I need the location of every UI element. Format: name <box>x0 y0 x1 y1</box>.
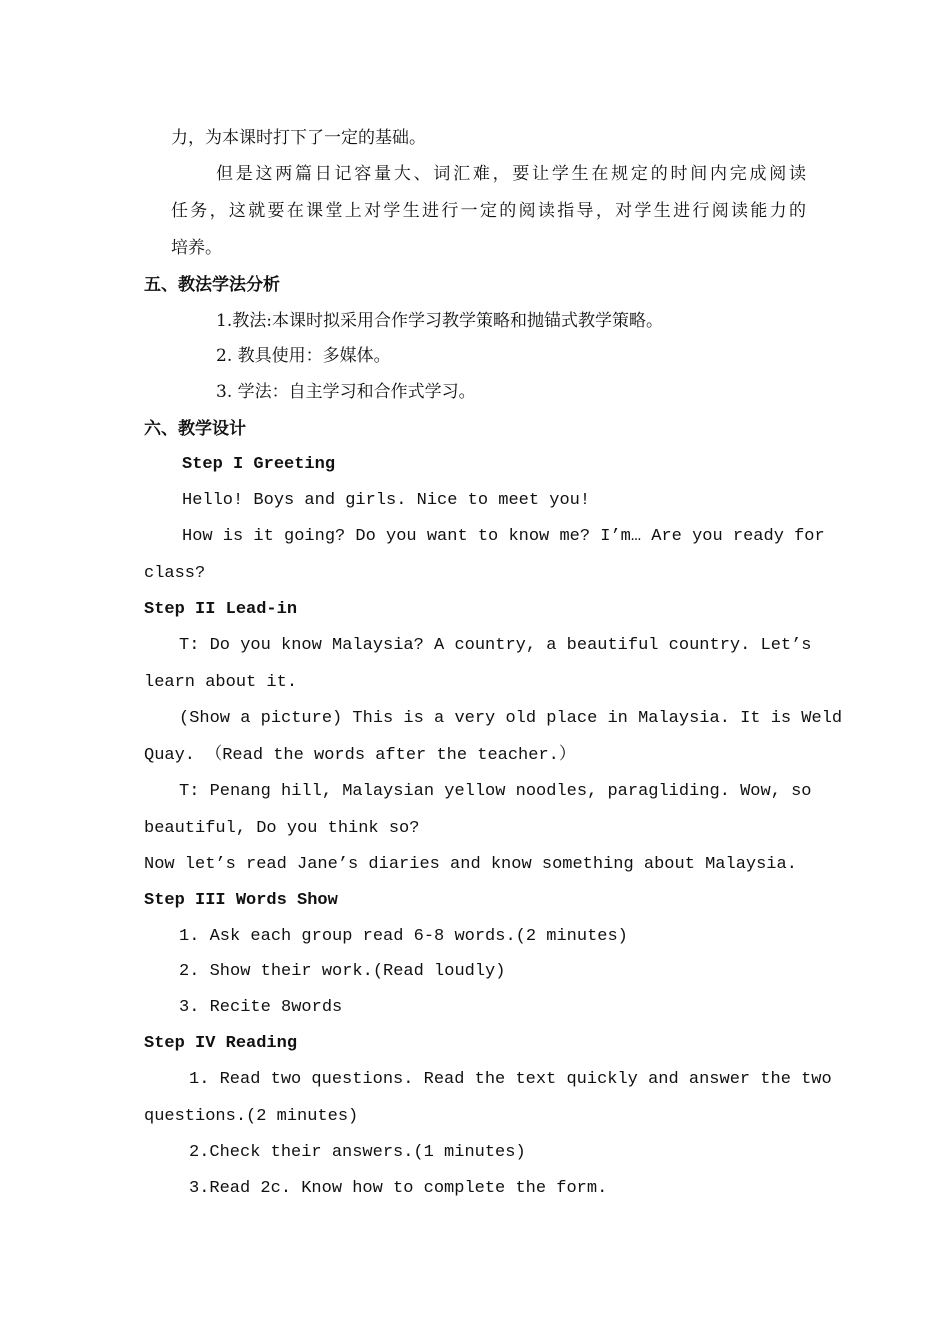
step-2-line-6: beautiful, Do you think so? <box>144 819 420 838</box>
step-1-line-3: class? <box>144 564 206 583</box>
step-2-line-2: learn about it. <box>144 673 298 692</box>
intro-line-4: 培养。 <box>171 238 222 258</box>
method-item-1: 1.教法:本课时拟采用合作学习教学策略和抛锚式教学策略。 <box>216 311 663 331</box>
step-2-line-3: (Show a picture) This is a very old place in Malaysia. It is Weld <box>179 709 843 728</box>
step-3-line-3: 3. Recite 8words <box>179 998 343 1017</box>
step-3-line-2: 2. Show their work.(Read loudly) <box>179 962 506 981</box>
step-3-line-1: 1. Ask each group read 6-8 words.(2 minutes) <box>179 927 628 946</box>
step-2-title: Step II Lead-in <box>144 600 298 619</box>
method-item-2: 2. 教具使用：多媒体。 <box>216 346 391 366</box>
step-1-title: Step I Greeting <box>182 455 336 474</box>
step-2-line-7: Now let’s read Jane’s diaries and know something about Malaysia. <box>144 855 797 874</box>
step-4-line-2: questions.(2 minutes) <box>144 1107 359 1126</box>
step-1-line-1: Hello! Boys and girls. Nice to meet you! <box>182 491 591 510</box>
step-4-line-3: 2.Check their answers.(1 minutes) <box>189 1143 526 1162</box>
step-4-line-4: 3.Read 2c. Know how to complete the form. <box>189 1179 608 1198</box>
section-heading-teaching-methods: 五、教法学法分析 <box>144 275 280 295</box>
step-3-title: Step III Words Show <box>144 891 338 910</box>
step-1-line-2: How is it going? Do you want to know me? I’m… Are you ready for <box>182 527 825 546</box>
step-4-line-1: 1. Read two questions. Read the text quickly and answer the two <box>189 1070 832 1089</box>
method-item-3: 3. 学法：自主学习和合作式学习。 <box>216 382 476 402</box>
step-2-line-5: T: Penang hill, Malaysian yellow noodles, paragliding. Wow, so <box>179 782 812 801</box>
intro-line-2: 但是这两篇日记容量大、词汇难，要让学生在规定的时间内完成阅读 <box>216 164 806 184</box>
intro-line-3: 任务，这就要在课堂上对学生进行一定的阅读指导，对学生进行阅读能力的 <box>171 201 806 221</box>
step-2-line-1: T: Do you know Malaysia? A country, a beautiful country. Let’s <box>179 636 812 655</box>
section-heading-teaching-design: 六、教学设计 <box>144 419 246 439</box>
step-2-line-4: Quay. （Read the words after the teacher.） <box>144 746 576 765</box>
intro-line-1: 力，为本课时打下了一定的基础。 <box>171 128 426 148</box>
step-4-title: Step IV Reading <box>144 1034 298 1053</box>
